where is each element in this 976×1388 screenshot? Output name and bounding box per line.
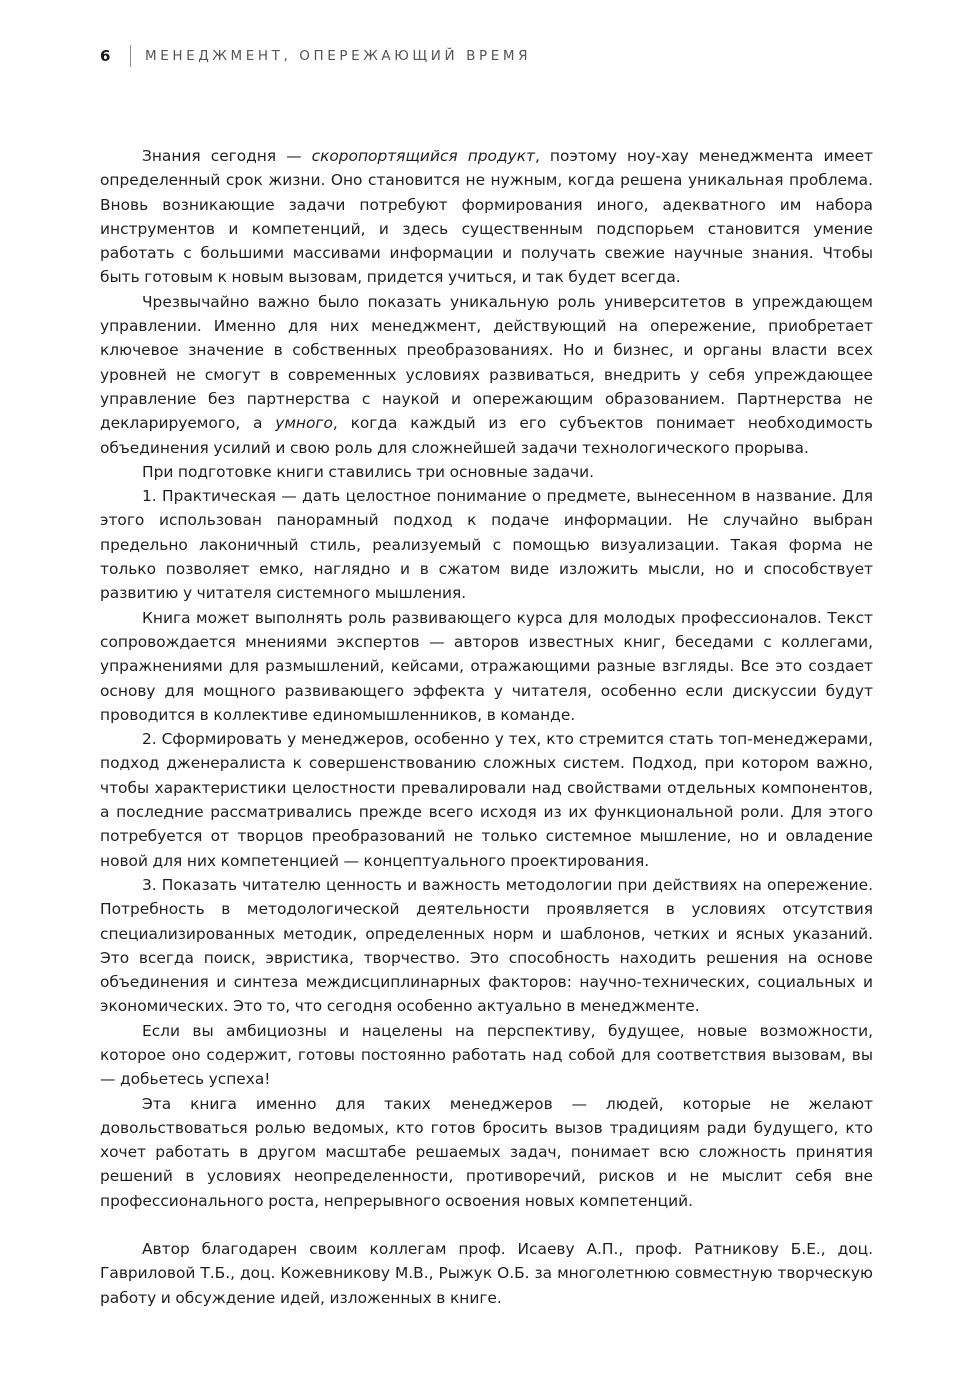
emphasis-text: скоропортящийся продукт <box>311 147 535 165</box>
paragraph-task-3: 3. Показать читателю ценность и важность методологии при действиях на опережение. Потребность в методологической деятельности проявляется в условиях отсутствия специализированных методик, определенных норм и шаблонов, четких и ясных указаний. Это всегда поиск, эвристика, творчество. Это способность находить решения на основе объединения и синтеза междисциплинарных факторов: научно-технических, социальных и экономических. Это то, что сегодня особенно актуально в менеджменте. <box>100 875 873 1016</box>
paragraph-audience: Эта книга именно для таких менеджеров — людей, которые не желают довольствоваться ролью ведомых, кто готов бросить вызов традициям ради будущего, кто хочет работать в другом масштабе решаемых задач, понимает всю сложность принятия решений в условиях неопределенности, противоречий, рисков и не мыслит себя вне профессионального роста, непрерывного освоения новых компетенций. <box>100 1094 873 1210</box>
emphasis-text: умного <box>275 414 333 433</box>
text-run: , поэтому ноу-хау менеджмента имеет определенный срок жизни. Оно становится не нужным, когда решена уникальная проблема. Вновь возникающие задачи потребуют формирования иного, адекватного им набора инструментов и компетенций, и здесь существенным подспорьем становится умение работать с большими массивами информации и получать свежие научные знания. Чтобы быть готовым к новым вызовам, придется учиться, и так будет всегда. <box>100 147 874 287</box>
body-text <box>100 144 873 1310</box>
paragraph-tasks-intro: При подготовке книги ставились три основные задачи. <box>142 462 595 481</box>
running-header <box>100 44 531 68</box>
paragraph-universities <box>100 290 873 460</box>
header-divider <box>130 45 131 67</box>
text-run: Чрезвычайно важно было показать уникальную роль университетов в упреждающем управлении. Именно для них менеджмент, действующий на опережение, приобретает ключевое значение в собственных преобразованиях. Но и бизнес, и органы власти всех уровней не смогут в современных условиях развиваться, внедрить у себя упреждающее управление без партнерства с наукой и опережающим образованием. Партнерства не декларируемого, а <box>100 292 873 433</box>
acknowledgement: Автор благодарен своим коллегам проф. Исаеву А.П., проф. Ратникову Б.Е., доц. Гавриловой Т.Б., доц. Кожевникову М.В., Рыжук О.Б. за многолетнюю совместную творческую работу и обсуждение идей, изложенных в книге. <box>100 1240 873 1307</box>
running-title: МЕНЕДЖМЕНТ, ОПЕРЕЖАЮЩИЙ ВРЕМЯ <box>145 48 532 64</box>
paragraph-task-1: 1. Практическая — дать целостное понимание о предмете, вынесенном в название. Для этого использован панорамный подход к подаче информации. Не случайно выбран предельно лаконичный стиль, реализуемый с помощью визуализации. Такая форма не только позволяет емко, наглядно и в сжатом виде изложить мысли, но и способствует развитию у читателя системного мышления. <box>100 487 873 603</box>
text-run: Знания сегодня — <box>142 147 312 165</box>
text-run: , когда каждый из его субъектов понимает необходимость объединения усилий и свою роль для сложнейшей задачи технологического прорыва. <box>100 414 873 457</box>
paragraph-knowledge <box>100 144 873 290</box>
paragraph-ambition: Если вы амбициозны и нацелены на перспективу, будущее, новые возможности, которое оно содержит, готовы постоянно работать над собой для соответствия вызовам, вы — добьетесь успеха! <box>100 1021 873 1089</box>
paragraph-task-2: 2. Сформировать у менеджеров, особенно у тех, кто стремится стать топ-менеджерами, подход дженералиста к совершенствованию сложных систем. Подход, при котором важно, чтобы характеристики целостности превалировали над свойствами отдельных компонентов, а последние рассматривались прежде всего исходя из их функциональной роли. Для этого потребуется от творцов преобразований не только системное мышление, но и овладение новой для них компетенцией — концептуального проектирования. <box>100 730 873 870</box>
page-number: 6 <box>100 47 111 65</box>
paragraph-course: Книга может выполнять роль развивающего курса для молодых профессионалов. Текст сопровождается мнениями экспертов — авторов известных книг, беседами с коллегами, упражнениями для размышлений, кейсами, отражающими разные взгляды. Все это создает основу для мощного развивающего эффекта у читателя, особенно если дискуссии будут проводится в коллективе единомышленников, в команде. <box>100 608 873 724</box>
